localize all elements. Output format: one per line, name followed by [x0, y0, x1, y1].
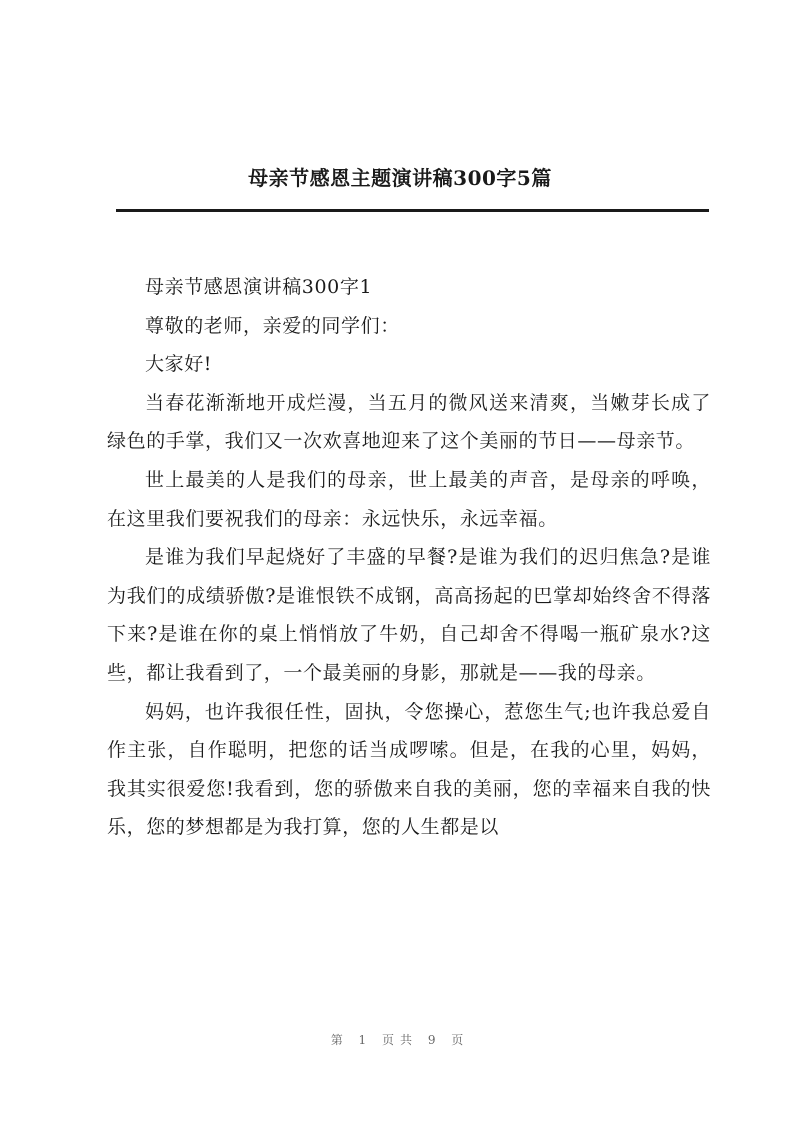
paragraph-greeting: 大家好! — [145, 353, 213, 376]
paragraph: 妈妈，也许我很任性，固执，令您操心，惹您生气;也许我总爱自作主张，自作聪明，把您的话当成啰嗦。但是，在我的心里，妈妈，我其实很爱您!我看到，您的骄傲来自我的美丽，您的幸福来自我的快乐，您的梦想都是为我打算，您的人生都是以 — [107, 700, 711, 839]
page-footer: 第 1 页共 9 页 — [330, 1033, 470, 1047]
document-title: 母亲节感恩主题演讲稿300字5篇 — [248, 166, 552, 190]
paragraph: 当春花渐渐地开成烂漫，当五月的微风送来清爽，当嫩芽长成了绿色的手掌，我们又一次欢喜地迎来了这个美丽的节日——母亲节。 — [107, 391, 711, 453]
paragraph: 是谁为我们早起烧好了丰盛的早餐?是谁为我们的迟归焦急?是谁为我们的成绩骄傲?是谁恨铁不成钢，高高扬起的巴掌却始终舍不得落下来?是谁在你的桌上悄悄放了牛奶，自己却舍不得喝一瓶矿泉水?这些，都让我看到了，一个最美丽的身影，那就是——我的母亲。 — [107, 546, 711, 684]
title-divider — [116, 209, 709, 212]
paragraph-salutation: 尊敬的老师，亲爱的同学们： — [145, 314, 400, 337]
document-body — [107, 268, 711, 847]
paragraph: 世上最美的人是我们的母亲，世上最美的声音，是母亲的呼唤，在这里我们要祝我们的母亲：永远快乐，永远幸福。 — [107, 468, 711, 530]
paragraph-heading: 母亲节感恩演讲稿300字1 — [145, 276, 373, 298]
